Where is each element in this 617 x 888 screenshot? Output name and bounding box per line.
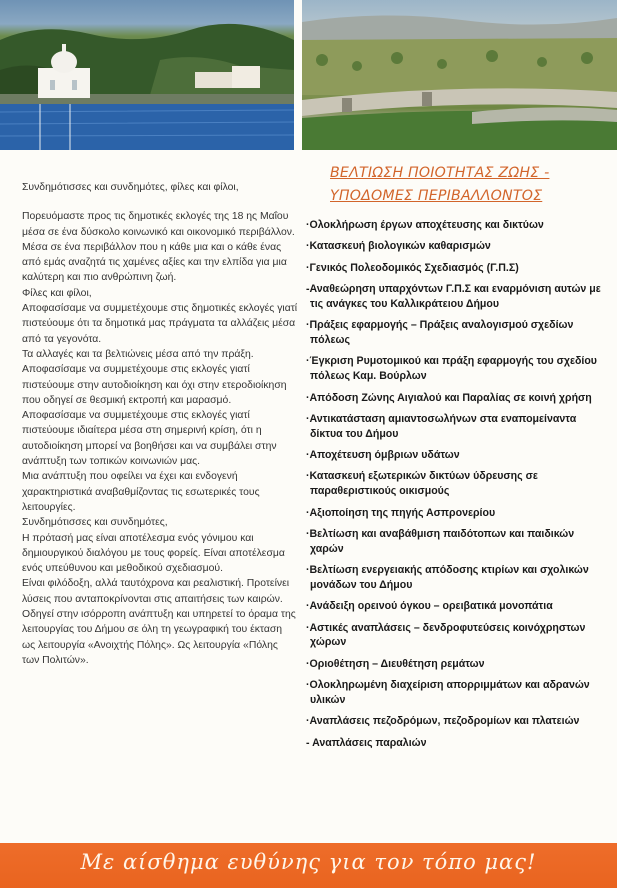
paragraph-8: Μια ανάπτυξη που οφείλει να έχει και ενδογενή χαρακτηριστικά αναβαθμίζοντας τις εσωτερικές τους λειτουργίες. [22,471,260,513]
paragraph-1: Πορευόμαστε προς τις δημοτικές εκλογές της 18 ης Μαΐου μέσα σε ένα δύσκολο κοινωνικό και οικονομικό περιβάλλον. [22,211,295,238]
list-item: ·Κατασκευή βιολογικών καθαρισμών [306,240,491,253]
list-item: ·Κατασκευή εξωτερικών δικτύων ύδρευσης σε παραθεριστικούς οικισμούς [306,470,538,498]
paragraph-9: Συνδημότισσες και συνδημότες, [22,517,168,529]
list-item: ·Απόδοση Ζώνης Αιγιαλού και Παραλίας σε κοινή χρήση [306,391,592,404]
list-item: ·Γενικός Πολεοδομικός Σχεδιασμός (Γ.Π.Σ) [306,261,519,274]
paragraph-2: Μέσα σε ένα περιβάλλον που η κάθε μια και ο κάθε ένας από εμάς αναζητά τις χαμένες αξίες και την ελπίδα για μια καλύτερη και πιο ανθρώπινη ζωή. [22,241,287,284]
slogan-banner [0,843,617,888]
list-item: -Αναθεώρηση υπαρχόντων Γ.Π.Σ και εναρμόνιση αυτών με τις ανάγκες του Καλλικράτειου Δήμου [306,282,601,310]
list-item: ·Πράξεις εφαρμογής – Πράξεις αναλογισμού σχεδίων πόλεως [306,319,574,346]
paragraph-6: Αποφασίσαμε να συμμετέχουμε στις εκλογές γιατί πιστεύουμε στην αυτοδιοίκηση και όχι στην ετεροδιοίκηση που οδηγεί σε θεσμική εκτροπή και μαρασμό. [22,364,287,406]
list-item: ·Αστικές αναπλάσεις – δενδροφυτεύσεις κοινόχρηστων χώρων [306,621,586,649]
list-item: ·Ολοκλήρωση έργων αποχέτευσης και δικτύων [306,219,544,231]
list-item: ·Αντικατάσταση αμιαντοσωλήνων στα εναπομείναντα δίκτυα του Δήμου [306,412,577,440]
list-item: ·Βελτίωση και αναβάθμιση παιδότοπων και παιδικών χαρών [306,527,575,555]
list-item: ·Αναπλάσεις πεζοδρόμων, πεζοδρομίων και πλατειών [306,715,580,728]
program-list [304,218,609,750]
landscape-highway-photo [302,0,617,150]
paragraph-3: Φίλες και φίλοι, [22,287,92,299]
paragraph-10: Η πρότασή μας είναι αποτέλεσμα ενός γόνιμου και δημιουργικού διαλόγου με τους φορείς. Είναι αποτέλεσμα ενός υπεύθυνου και μεθοδικού σχεδιασμού. [22,532,285,575]
intro-letter [22,180,298,668]
section-heading [330,162,609,208]
paragraph-7: Αποφασίσαμε να συμμετέχουμε στις εκλογές γιατί πιστεύουμε ιδιαίτερα μέσα στη σημερινή κρίση, ότι η αυτοδιοίκηση μπορεί να βοηθήσει και να συμβάλει στην ανάπτυξη των τοπικών κοινωνιών μας. [22,410,277,468]
greeting: Συνδημότισσες και συνδημότες, φίλες και φίλοι, [22,182,239,193]
seaside-church-illustration [0,0,294,150]
list-item: ·Έγκριση Ρυμοτομικού και πράξη εφαρμογής του σχεδίου πόλεως Καμ. Βούρλων [306,355,597,383]
list-item: ·Ολοκληρωμένη διαχείριση απορριμμάτων και αδρανών υλικών [306,679,590,706]
landscape-highway-illustration [302,0,617,150]
list-item: - Αναπλάσεις παραλιών [306,736,427,749]
seaside-church-photo [0,0,294,150]
section-heading-line-1: ΒΕΛΤΙΩΣΗ ΠΟΙΟΤΗΤΑΣ ΖΩΗΣ - [330,165,550,181]
list-item: ·Αξιοποίηση της πηγής Ασπρονερίου [306,506,496,519]
list-item: ·Οριοθέτηση – Διευθέτηση ρεμάτων [306,657,485,670]
slogan-text: Με αίσθημα ευθύνης για τον τόπο μας! [80,850,537,874]
list-item: ·Βελτίωση ενεργειακής απόδοσης κτιρίων και σχολικών μονάδων του Δήμου [306,564,589,591]
paragraph-11: Είναι φιλόδοξη, αλλά ταυτόχρονα και ρεαλιστική. Προτείνει λύσεις που ανταποκρίνονται στις απαιτήσεις των καιρών. Οδηγεί στην ισόρροπη ανάπτυξη και υπηρετεί το όραμα της λειτουργίας του Δήμου σε όλη τη γεωγραφική του έκταση ως λειτουργία «Ανοιχτής Πόλης». Ως λειτουργία «Πόλης των Πολιτών». [22,578,296,666]
program-column [304,162,609,757]
list-item: ·Ανάδειξη ορεινού όγκου – ορειβατικά μονοπάτια [306,600,553,613]
section-heading-line-2: ΥΠΟΔΟΜΕΣ ΠΕΡΙΒΑΛΛΟΝΤΟΣ [330,188,543,204]
list-item: ·Αποχέτευση όμβριων υδάτων [306,449,460,461]
paragraph-5: Τα αλλαγές και τα βελτιώνεις μέσα από την πράξη. [22,348,254,360]
paragraph-4: Αποφασίσαμε να συμμετέχουμε στις δημοτικές εκλογές γιατί πιστεύουμε ότι τα δημοτικά μας πράγματα τα αλλάζεις μέσα από τα γεγονότα. [22,303,298,345]
